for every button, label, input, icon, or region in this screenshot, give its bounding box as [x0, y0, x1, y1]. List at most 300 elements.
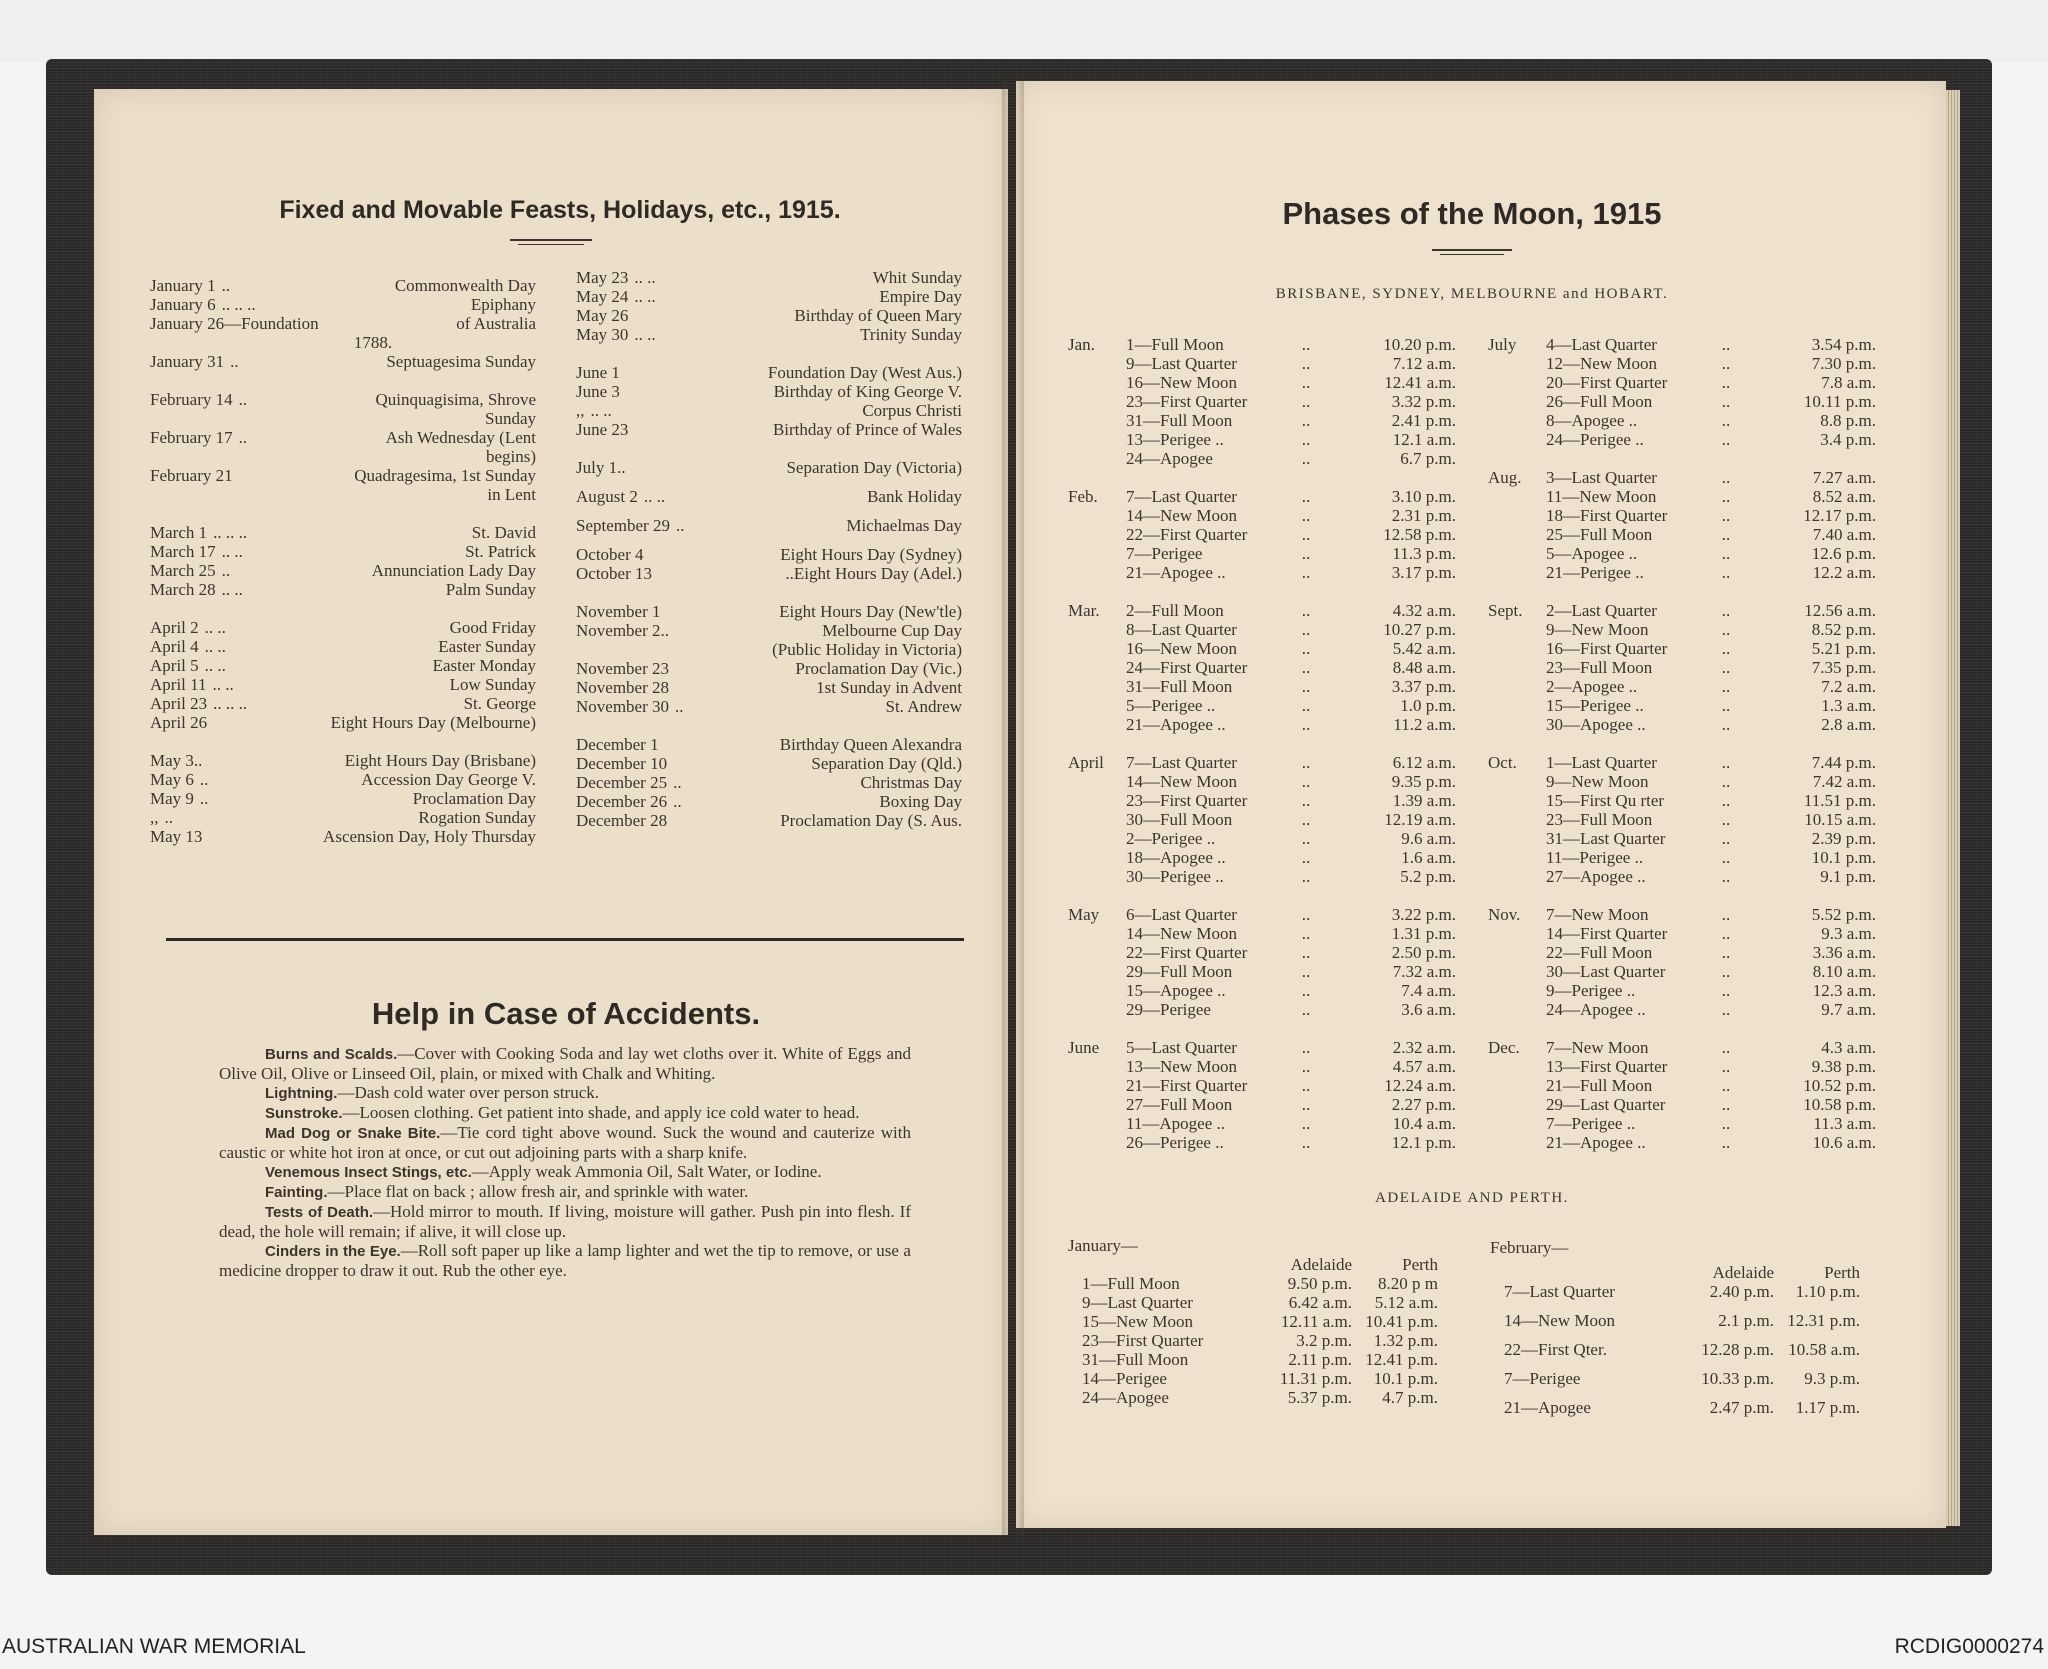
feast-date: December 26 — [576, 792, 668, 811]
feast-date: February 21 — [150, 466, 233, 485]
month-label — [1488, 373, 1546, 392]
feast-date: ,, — [150, 808, 159, 827]
feast-row — [576, 268, 962, 287]
adelaide-perth-row — [1068, 1312, 1438, 1331]
phase-event: 14—New Moon — [1126, 924, 1237, 943]
phase-event: 14—New Moon — [1126, 772, 1237, 791]
accident-heading: Fainting. — [265, 1184, 328, 1201]
moon-phase-row — [1488, 848, 1876, 867]
phase-event: 30—Last Quarter — [1546, 962, 1666, 981]
month-label — [1068, 449, 1126, 468]
month-label — [1068, 829, 1126, 848]
phase-time: 4.32 a.m. — [1392, 601, 1456, 620]
moon-phase-row — [1068, 1076, 1456, 1095]
phase-event: 11—New Moon — [1546, 487, 1657, 506]
moon-phase-row — [1068, 1038, 1456, 1057]
perth-time: 1.10 p.m. — [1795, 1282, 1860, 1301]
phase-event: 20—First Quarter — [1546, 373, 1668, 392]
leader-dots: .. — [1301, 639, 1311, 658]
phase-event: 7—New Moon — [1546, 1038, 1649, 1057]
month-label: Sept. — [1488, 601, 1523, 620]
feast-date: May 9 — [150, 789, 194, 808]
month-label — [1488, 981, 1546, 1000]
month-label — [1488, 696, 1546, 715]
month-label — [1488, 620, 1546, 639]
feast-row — [576, 516, 962, 535]
phase-time: 7.32 a.m. — [1392, 962, 1456, 981]
feast-row — [576, 792, 962, 811]
moon-phase-row — [1068, 924, 1456, 943]
spacer — [1068, 886, 1456, 905]
phase-time: 3.36 a.m. — [1812, 943, 1876, 962]
phase-time: 2.27 p.m. — [1391, 1095, 1456, 1114]
phase-event: 7—Perigee — [1504, 1369, 1581, 1388]
phase-event: 5—Perigee .. — [1126, 696, 1216, 715]
caption-id: RCDIG0000274 — [1894, 1635, 2044, 1658]
feast-row — [576, 382, 962, 401]
leader-dots: .. — [1721, 1095, 1731, 1114]
feast-group — [576, 363, 962, 439]
adelaide-perth-row — [1068, 1388, 1438, 1407]
phase-event: 26—Perigee .. — [1126, 1133, 1224, 1152]
feast-date: May 3.. — [150, 751, 203, 770]
phase-time: 7.44 p.m. — [1811, 753, 1876, 772]
accident-instructions: —Roll soft paper up like a lamp lighter and wet the tip to remove, or use a medicine dropper to draw it out. Rub the other eye. — [219, 1241, 911, 1280]
phase-event: 22—First Quarter — [1126, 525, 1248, 544]
feast-name-continued: begins) — [485, 447, 536, 466]
phase-event: 30—Full Moon — [1126, 810, 1233, 829]
leader-dots: .. — [1721, 1114, 1731, 1133]
phase-time: 7.27 a.m. — [1812, 468, 1876, 487]
feast-leader-dots: .. .. — [634, 268, 656, 287]
month-label: Dec. — [1488, 1038, 1520, 1057]
phase-time: 10.11 p.m. — [1803, 392, 1876, 411]
moon-phase-row — [1488, 1076, 1876, 1095]
phase-time: 2.31 p.m. — [1391, 506, 1456, 525]
phase-time: 9.38 p.m. — [1811, 1057, 1876, 1076]
moon-phase-row — [1068, 411, 1456, 430]
phase-time: 3.4 p.m. — [1820, 430, 1876, 449]
leader-dots: .. — [1721, 601, 1731, 620]
feast-leader-dots: .. — [164, 808, 173, 827]
phase-time: 10.1 p.m. — [1811, 848, 1876, 867]
leader-dots: .. — [1301, 867, 1311, 886]
feast-name: Palm Sunday — [445, 580, 536, 599]
feast-row — [576, 487, 962, 506]
moon-phase-row — [1068, 544, 1456, 563]
leader-dots: .. — [1301, 1133, 1311, 1152]
adelaide-perth-row — [1068, 1293, 1438, 1312]
month-label — [1488, 677, 1546, 696]
column-headers — [1490, 1263, 1860, 1282]
adelaide-time: 12.11 a.m. — [1280, 1312, 1352, 1331]
spacer — [1488, 734, 1876, 753]
moon-phase-row — [1488, 354, 1876, 373]
feast-name-continued: 1788. — [353, 333, 393, 352]
moon-phase-row — [1488, 677, 1876, 696]
phase-event: 3—Last Quarter — [1546, 468, 1657, 487]
phase-event: 21—Perigee .. — [1546, 563, 1644, 582]
feast-date: August 2 — [576, 487, 638, 506]
feast-row — [150, 390, 536, 409]
phase-event: 14—First Quarter — [1546, 924, 1668, 943]
feast-name: Birthday of Prince of Wales — [772, 420, 962, 439]
feast-date: March 25 — [150, 561, 216, 580]
phase-event: 31—Full Moon — [1126, 411, 1233, 430]
adelaide-time: 10.33 p.m. — [1701, 1369, 1774, 1388]
leader-dots: .. — [1721, 373, 1731, 392]
phase-event: 13—First Quarter — [1546, 1057, 1668, 1076]
moon-phase-row — [1068, 810, 1456, 829]
month-label — [1488, 791, 1546, 810]
feast-date: November 2.. — [576, 621, 670, 640]
feast-row — [576, 401, 962, 420]
feast-row — [150, 352, 536, 371]
phase-event: 1—Full Moon — [1082, 1274, 1180, 1293]
moon-phase-row — [1488, 525, 1876, 544]
phase-event: 7—Last Quarter — [1126, 487, 1237, 506]
phase-event: 5—Apogee .. — [1546, 544, 1638, 563]
phase-time: 8.8 p.m. — [1820, 411, 1876, 430]
phase-event: 21—Full Moon — [1546, 1076, 1653, 1095]
month-label — [1488, 1057, 1546, 1076]
month-label — [1488, 525, 1546, 544]
phase-time: 1.6 a.m. — [1401, 848, 1456, 867]
phase-event: 15—First Qu rter — [1546, 791, 1665, 810]
feast-row — [150, 675, 536, 694]
phase-event: 15—Perigee .. — [1546, 696, 1644, 715]
leader-dots: .. — [1721, 1000, 1731, 1019]
month-label — [1488, 1000, 1546, 1019]
leader-dots: .. — [1301, 1038, 1311, 1057]
feast-leader-dots: .. — [673, 773, 682, 792]
leader-dots: .. — [1301, 506, 1311, 525]
feast-row — [576, 754, 962, 773]
feast-leader-dots: .. .. .. — [221, 295, 256, 314]
feast-group — [576, 735, 962, 830]
month-label — [1488, 848, 1546, 867]
feast-row — [150, 789, 536, 808]
feast-name: Foundation Day (West Aus.) — [767, 363, 962, 382]
feast-leader-dots: .. — [673, 792, 682, 811]
feast-name: Corpus Christi — [862, 401, 962, 420]
phase-time: 11.51 p.m. — [1803, 791, 1876, 810]
leader-dots: .. — [1721, 354, 1731, 373]
phase-time: 10.52 p.m. — [1803, 1076, 1876, 1095]
moon-phase-row — [1488, 392, 1876, 411]
month-label — [1068, 1133, 1126, 1152]
phase-event: 21—Apogee .. — [1546, 1133, 1646, 1152]
feasts-left-column — [150, 276, 536, 865]
feast-name: Ascension Day, Holy Thursday — [323, 827, 536, 846]
phase-event: 24—First Quarter — [1126, 658, 1248, 677]
phase-event: 16—New Moon — [1126, 639, 1237, 658]
phase-event: 7—New Moon — [1546, 905, 1649, 924]
phase-time: 8.52 a.m. — [1812, 487, 1876, 506]
phase-event: 24—Apogee — [1126, 449, 1213, 468]
feast-name: Separation Day (Victoria) — [786, 458, 962, 477]
feast-leader-dots: .. .. — [634, 287, 656, 306]
month-label — [1068, 354, 1126, 373]
feast-name: Quinquagisima, Shrove — [375, 390, 536, 409]
feast-date: March 17 — [150, 542, 216, 561]
feast-name: Good Friday — [449, 618, 536, 637]
feast-date: February 17 — [150, 428, 233, 447]
leader-dots: .. — [1301, 905, 1311, 924]
moon-phase-row — [1488, 1038, 1876, 1057]
moon-phase-row — [1068, 677, 1456, 696]
moon-phase-row — [1068, 1133, 1456, 1152]
phase-time: 8.48 a.m. — [1392, 658, 1456, 677]
phase-time: 10.20 p.m. — [1383, 335, 1456, 354]
feast-row — [150, 618, 536, 637]
feast-leader-dots: .. .. — [204, 618, 226, 637]
feast-group — [576, 268, 962, 344]
feast-row — [576, 735, 962, 754]
phase-event: 22—First Qter. — [1504, 1340, 1607, 1359]
feast-name: Easter Sunday — [438, 637, 536, 656]
phase-event: 2—Full Moon — [1126, 601, 1224, 620]
page-edges — [1946, 90, 1960, 1526]
phase-time: 12.17 p.m. — [1803, 506, 1876, 525]
moon-phase-row — [1068, 1057, 1456, 1076]
adelaide-time: 2.1 p.m. — [1718, 1311, 1774, 1330]
moon-phase-row — [1068, 373, 1456, 392]
moon-phase-row — [1488, 620, 1876, 639]
phase-event: 29—Perigee — [1126, 1000, 1211, 1019]
moon-phase-row — [1068, 791, 1456, 810]
scan-background — [0, 0, 2048, 62]
feast-row — [150, 694, 536, 713]
accidents-text — [219, 1044, 911, 1280]
feast-row — [576, 678, 962, 697]
phase-time: 7.30 p.m. — [1811, 354, 1876, 373]
moon-phase-row — [1488, 1057, 1876, 1076]
feast-name: ..Eight Hours Day (Adel.) — [785, 564, 962, 583]
moon-phase-row — [1068, 1095, 1456, 1114]
spacer — [1068, 468, 1456, 487]
perth-time: 12.31 p.m. — [1787, 1311, 1860, 1330]
feast-date: November 28 — [576, 678, 670, 697]
month-label — [1488, 715, 1546, 734]
perth-time: 1.17 p.m. — [1795, 1398, 1860, 1417]
phase-event: 30—Apogee .. — [1546, 715, 1646, 734]
moon-phase-row — [1068, 848, 1456, 867]
leader-dots: .. — [1721, 1076, 1731, 1095]
perth-header: Perth — [1402, 1255, 1438, 1274]
month-label — [1068, 1114, 1126, 1133]
adelaide-header: Adelaide — [1712, 1263, 1774, 1282]
leader-dots: .. — [1721, 430, 1731, 449]
feast-row — [150, 713, 536, 732]
feast-row — [576, 458, 962, 477]
feast-name: Low Sunday — [449, 675, 536, 694]
accident-heading: Mad Dog or Snake Bite. — [265, 1125, 441, 1142]
leader-dots: .. — [1721, 1133, 1731, 1152]
month-label — [1488, 506, 1546, 525]
spacer — [1068, 734, 1456, 753]
leader-dots: .. — [1301, 715, 1311, 734]
leader-dots: .. — [1301, 791, 1311, 810]
feast-row — [576, 420, 962, 439]
month-label — [1068, 373, 1126, 392]
phase-event: 18—Apogee .. — [1126, 848, 1226, 867]
feast-row — [150, 561, 536, 580]
leader-dots: .. — [1721, 468, 1731, 487]
month-label — [1488, 354, 1546, 373]
moon-phase-row — [1488, 563, 1876, 582]
accident-instructions: —Cover with Cooking Soda and lay wet cloths over it. White of Eggs and Olive Oil, Olive or Linseed Oil, plain, or mixed with Chalk and Whiting. — [219, 1044, 911, 1083]
feast-date: March 28 — [150, 580, 216, 599]
column-headers — [1068, 1255, 1438, 1274]
feast-row — [150, 580, 536, 599]
leader-dots: .. — [1301, 848, 1311, 867]
feast-group — [150, 618, 536, 732]
phase-event: 2—Apogee .. — [1546, 677, 1638, 696]
phase-event: 2—Last Quarter — [1546, 601, 1657, 620]
moon-phase-row — [1068, 601, 1456, 620]
moon-phase-row — [1488, 810, 1876, 829]
moon-table-left — [1068, 335, 1456, 1152]
perth-time: 10.58 a.m. — [1788, 1340, 1860, 1359]
feast-date: April 2 — [150, 618, 199, 637]
feast-name: Trinity Sunday — [860, 325, 962, 344]
phase-event: 8—Last Quarter — [1126, 620, 1237, 639]
feasts-right-column — [576, 268, 962, 849]
leader-dots: .. — [1301, 943, 1311, 962]
phase-event: 14—Perigee — [1082, 1369, 1167, 1388]
month-label — [1068, 525, 1126, 544]
phase-event: 16—New Moon — [1126, 373, 1237, 392]
phase-event: 8—Apogee .. — [1546, 411, 1638, 430]
leader-dots: .. — [1721, 620, 1731, 639]
perth-time: 10.1 p.m. — [1373, 1369, 1438, 1388]
phase-time: 1.39 a.m. — [1392, 791, 1456, 810]
month-label — [1488, 772, 1546, 791]
feast-leader-dots: .. .. — [634, 325, 656, 344]
moon-phase-row — [1068, 487, 1456, 506]
moon-phase-row — [1488, 658, 1876, 677]
moon-phase-row — [1488, 981, 1876, 1000]
leader-dots: .. — [1721, 924, 1731, 943]
moon-phase-row — [1488, 544, 1876, 563]
month-label: Oct. — [1488, 753, 1517, 772]
adelaide-time: 6.42 a.m. — [1288, 1293, 1352, 1312]
feast-group — [150, 390, 536, 504]
feast-name: Christmas Day — [860, 773, 962, 792]
phase-event: 18—First Quarter — [1546, 506, 1668, 525]
phase-time: 7.40 a.m. — [1812, 525, 1876, 544]
month-label — [1068, 867, 1126, 886]
feast-row — [576, 811, 962, 830]
feast-leader-dots: .. .. — [643, 487, 666, 506]
adelaide-perth-row — [1068, 1331, 1438, 1350]
adelaide-january-table — [1068, 1236, 1438, 1407]
adelaide-time: 2.47 p.m. — [1709, 1398, 1774, 1417]
phase-event: 21—Apogee .. — [1126, 715, 1226, 734]
feast-date: May 23 — [576, 268, 629, 287]
phase-event: 14—New Moon — [1504, 1311, 1615, 1330]
month-label: Aug. — [1488, 468, 1522, 487]
feasts-title: Fixed and Movable Feasts, Holidays, etc., 1915. — [279, 196, 841, 224]
accident-entry — [219, 1182, 911, 1202]
feast-leader-dots: .. .. .. — [213, 523, 248, 542]
accident-instructions: —Dash cold water over person struck. — [337, 1083, 600, 1102]
phase-event: 24—Apogee — [1082, 1388, 1169, 1407]
phase-time: 9.6 a.m. — [1401, 829, 1456, 848]
feast-row — [576, 659, 962, 678]
phase-time: 10.27 p.m. — [1383, 620, 1456, 639]
feast-name: St. George — [463, 694, 536, 713]
leader-dots: .. — [1301, 924, 1311, 943]
feast-leader-dots: .. .. — [204, 637, 226, 656]
adelaide-perth-title: ADELAIDE AND PERTH. — [1375, 1190, 1569, 1206]
feast-date: April 23 — [150, 694, 208, 713]
feast-name: St. Andrew — [885, 697, 962, 716]
phase-event: 7—Last Quarter — [1126, 753, 1237, 772]
leader-dots: .. — [1721, 392, 1731, 411]
phase-time: 2.39 p.m. — [1811, 829, 1876, 848]
leader-dots: .. — [1301, 1076, 1311, 1095]
feast-group — [576, 545, 962, 583]
phase-time: 10.6 a.m. — [1812, 1133, 1876, 1152]
accident-heading: Tests of Death. — [265, 1204, 374, 1221]
month-label — [1068, 924, 1126, 943]
phase-event: 14—New Moon — [1126, 506, 1237, 525]
feast-leader-dots: .. .. — [221, 542, 243, 561]
month-label — [1068, 962, 1126, 981]
accident-entry — [219, 1083, 911, 1103]
month-label — [1488, 1095, 1546, 1114]
feast-leader-dots: .. .. — [212, 675, 234, 694]
phase-time: 7.12 a.m. — [1392, 354, 1456, 373]
month-label — [1068, 696, 1126, 715]
feast-date: July 1.. — [576, 458, 626, 477]
leader-dots: .. — [1301, 810, 1311, 829]
adelaide-time: 11.31 p.m. — [1279, 1369, 1352, 1388]
month-label — [1488, 829, 1546, 848]
accident-instructions: —Place flat on back ; allow fresh air, and sprinkle with water. — [327, 1182, 749, 1201]
feast-row — [576, 602, 962, 621]
feast-date: December 10 — [576, 754, 668, 773]
phase-time: 6.12 a.m. — [1392, 753, 1456, 772]
perth-time: 5.12 a.m. — [1374, 1293, 1438, 1312]
leader-dots: .. — [1301, 1000, 1311, 1019]
feast-name: Eight Hours Day (New'tle) — [779, 602, 962, 621]
leader-dots: .. — [1721, 753, 1731, 772]
feast-group — [150, 276, 536, 371]
phase-time: 10.58 p.m. — [1803, 1095, 1876, 1114]
leader-dots: .. — [1301, 563, 1311, 582]
phase-event: 4—Last Quarter — [1546, 335, 1657, 354]
feast-date: May 26 — [576, 306, 629, 325]
moon-phase-row — [1068, 715, 1456, 734]
leader-dots: .. — [1721, 791, 1731, 810]
leader-dots: .. — [1301, 658, 1311, 677]
leader-dots: .. — [1721, 525, 1731, 544]
feast-row — [150, 466, 536, 485]
accident-entry — [219, 1123, 911, 1162]
phase-event: 31—Full Moon — [1082, 1350, 1189, 1369]
phase-event: 22—Full Moon — [1546, 943, 1653, 962]
adelaide-perth-row — [1068, 1369, 1438, 1388]
moon-phase-row — [1068, 563, 1456, 582]
adelaide-perth-row — [1068, 1350, 1438, 1369]
feast-row — [576, 697, 962, 716]
phase-time: 12.3 a.m. — [1812, 981, 1876, 1000]
feast-leader-dots: .. — [199, 770, 209, 789]
accident-instructions: —Apply weak Ammonia Oil, Salt Water, or Iodine. — [471, 1162, 822, 1181]
